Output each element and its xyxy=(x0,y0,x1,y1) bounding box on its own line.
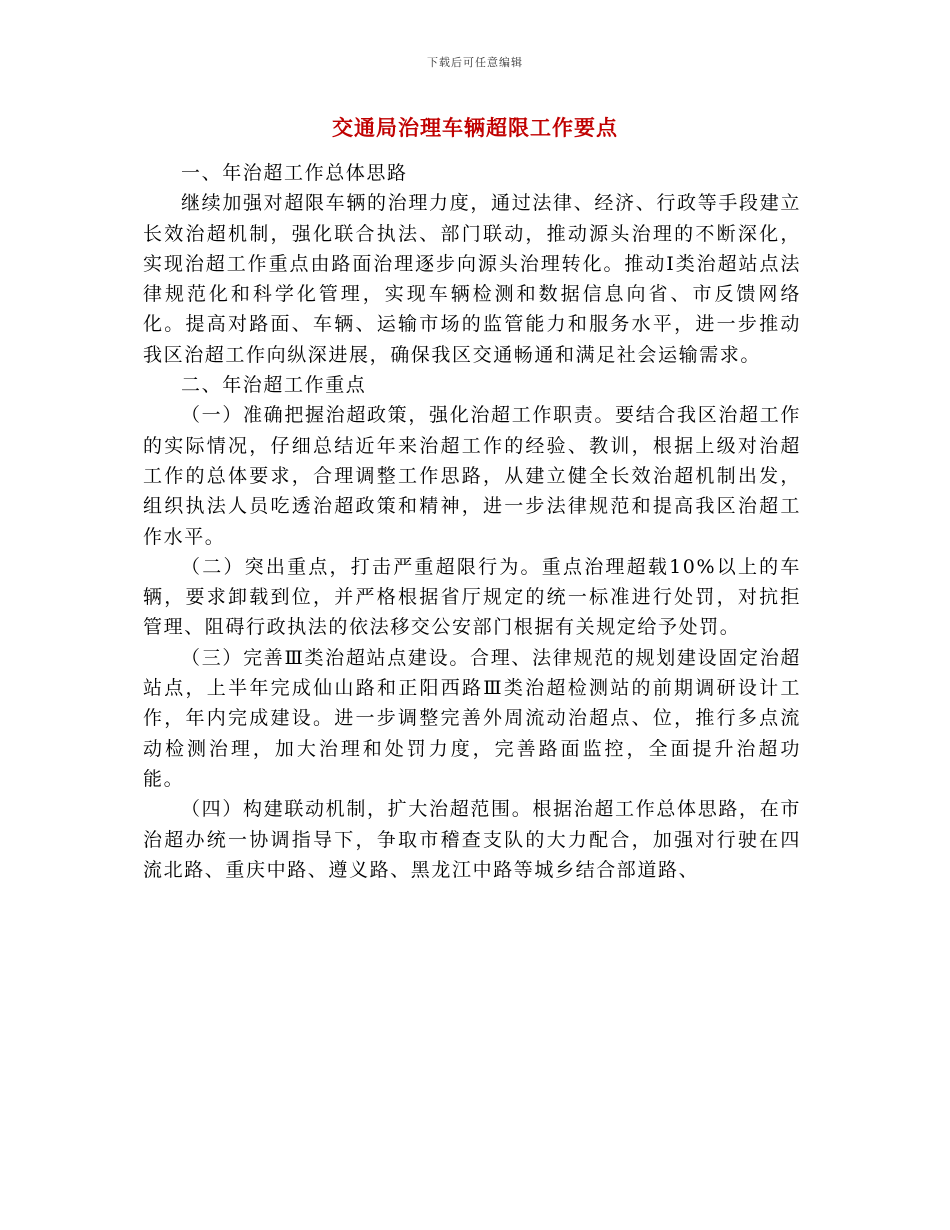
paragraph-item-4: （四）构建联动机制，扩大治超范围。根据治超工作总体思路，在市治超办统一协调指导下，争取市稽查支队的大力配合，加强对行驶在四流北路、重庆中路、遵义路、黑龙江中路等城乡结合部道路、 xyxy=(143,798,801,881)
paragraph-overview: 继续加强对超限车辆的治理力度，通过法律、经济、行政等手段建立长效治超机制，强化联合执法、部门联动，推动源头治理的不断深化，实现治超工作重点由路面治理逐步向源头治理转化。推动Ⅰ类治超站点法律规范化和科学化管理，实现车辆检测和数据信息向省、市反馈网络化。提高对路面、车辆、运输市场的监管能力和服务水平，进一步推动我区治超工作向纵深进展，确保我区交通畅通和满足社会运输需求。 xyxy=(143,192,801,366)
section-heading-2: 二、年治超工作重点 xyxy=(181,374,367,397)
section-heading-1: 一、年治超工作总体思路 xyxy=(181,162,408,184)
paragraph-item-3: （三）完善Ⅲ类治超站点建设。合理、法律规范的规划建设固定治超站点，上半年完成仙山路和正阳西路Ⅲ类治超检测站的前期调研设计工作，年内完成建设。进一步调整完善外周流动治超点、位，推行多点流动检测治理，加大治理和处罚力度，完善路面监控，全面提升治超功能。 xyxy=(143,646,801,790)
paragraph-item-2: （二）突出重点，打击严重超限行为。重点治理超载10%以上的车辆，要求卸载到位，并严格根据省厅规定的统一标准进行处罚，对抗拒管理、阻碍行政执法的依法移交公安部门根据有关规定给予处罚。 xyxy=(143,555,801,639)
paragraph-item-1: （一）准确把握治超政策，强化治超工作职责。要结合我区治超工作的实际情况，仔细总结近年来治超工作的经验、教训，根据上级对治超工作的总体要求，合理调整工作思路，从建立健全长效治超机制出发，组织执法人员吃透治超政策和精神，进一步法律规范和提高我区治超工作水平。 xyxy=(143,404,801,548)
header-note: 下载后可任意编辑 xyxy=(427,56,523,69)
document-body xyxy=(143,158,801,885)
document-title: 交通局治理车辆超限工作要点 xyxy=(332,115,618,140)
